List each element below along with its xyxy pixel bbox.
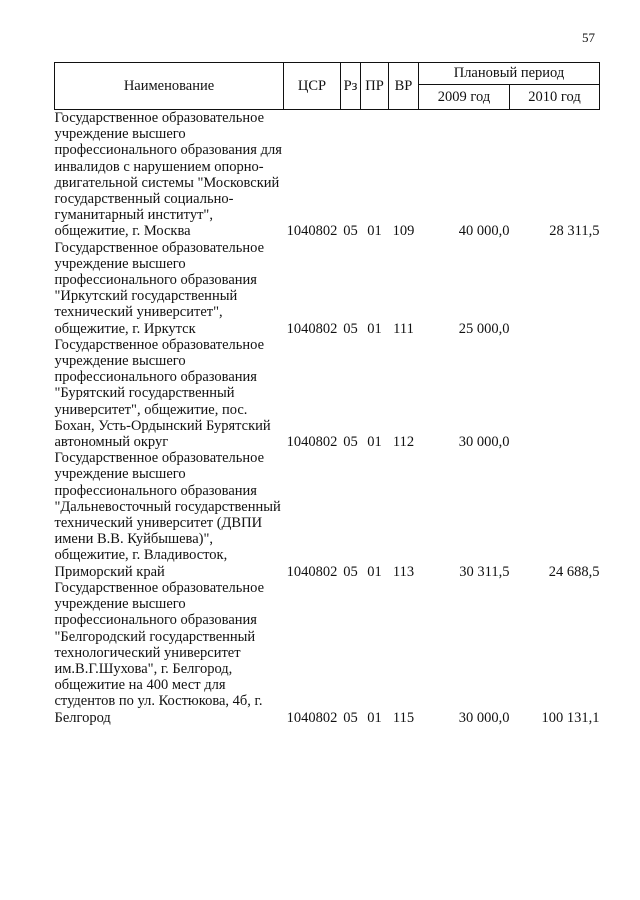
table-row xyxy=(55,580,600,726)
table-body xyxy=(55,110,600,726)
row-pr: 01 xyxy=(367,563,382,580)
page-number: 57 xyxy=(582,30,595,45)
row-2010-value: 100 131,1 xyxy=(541,709,600,726)
row-vr: 109 xyxy=(392,223,415,240)
row-pr: 01 xyxy=(367,709,382,726)
row-name: Государственное образовательное учреждение высшего профессионального образования "Иркутский государственный технический университет", общежитие, г. Иркутск xyxy=(54,239,265,337)
row-2009-value: 30 311,5 xyxy=(459,563,510,580)
row-csr: 1040802 xyxy=(286,223,338,240)
header-year-2009: 2009 год xyxy=(419,85,510,110)
row-rz: 05 xyxy=(343,223,358,240)
row-2010-value: 28 311,5 xyxy=(549,223,600,240)
header-name: Наименование xyxy=(55,63,284,110)
row-rz: 05 xyxy=(343,320,358,337)
row-csr: 1040802 xyxy=(286,320,338,337)
row-name: Государственное образовательное учреждение высшего профессионального образования "Белгородский государственный технологический университет им.В.Г.Шухова", г. Белгород, общежитие на 400 мест для студентов по ул. Костюкова, 4б, г. Белгород xyxy=(54,579,265,726)
row-vr: 115 xyxy=(392,709,415,726)
header-plan-period: Плановый период xyxy=(419,63,600,85)
row-2009-value: 30 000,0 xyxy=(458,709,510,726)
row-vr: 113 xyxy=(392,563,415,580)
row-name: Государственное образовательное учреждение высшего профессионального образования "Дальневосточный государственный технический университет (ДВПИ имени В.В. Куйбышева)", общежитие, г. Владивосток, Приморский край xyxy=(54,450,281,580)
row-rz: 05 xyxy=(343,709,358,726)
row-name: Государственное образовательное учреждение высшего профессионального образования для инвалидов с нарушением опорно-двигательной системы "Московский государственный социально-гуманитарный институт", общежитие, г. Москва xyxy=(54,110,282,240)
table-row xyxy=(55,110,600,240)
row-2010-value xyxy=(510,337,600,450)
row-2009-value: 30 000,0 xyxy=(458,434,510,451)
table-row xyxy=(55,240,600,337)
header-pr: ПР xyxy=(361,63,389,110)
row-2010-value xyxy=(510,240,600,337)
row-pr: 01 xyxy=(367,434,382,451)
row-pr: 01 xyxy=(367,320,382,337)
row-2009-value: 25 000,0 xyxy=(458,320,510,337)
row-pr: 01 xyxy=(367,223,382,240)
table-header xyxy=(55,63,600,110)
row-csr: 1040802 xyxy=(286,563,338,580)
table-row xyxy=(55,450,600,580)
row-vr: 111 xyxy=(393,320,414,337)
row-csr: 1040802 xyxy=(286,709,338,726)
row-rz: 05 xyxy=(343,563,358,580)
row-rz: 05 xyxy=(343,434,358,451)
table-row xyxy=(55,337,600,450)
header-rz: Рз xyxy=(341,63,361,110)
header-vr: ВР xyxy=(389,63,419,110)
header-csr: ЦСР xyxy=(284,63,341,110)
row-2009-value: 40 000,0 xyxy=(458,223,510,240)
row-csr: 1040802 xyxy=(286,434,338,451)
budget-table xyxy=(54,62,600,726)
row-vr: 112 xyxy=(392,434,415,451)
header-year-2010: 2010 год xyxy=(510,85,600,110)
row-2010-value: 24 688,5 xyxy=(548,563,600,580)
row-name: Государственное образовательное учреждение высшего профессионального образования "Бурятский государственный университет", общежитие, пос. Бохан, Усть-Ордынский Бурятский автономный округ xyxy=(54,336,271,451)
